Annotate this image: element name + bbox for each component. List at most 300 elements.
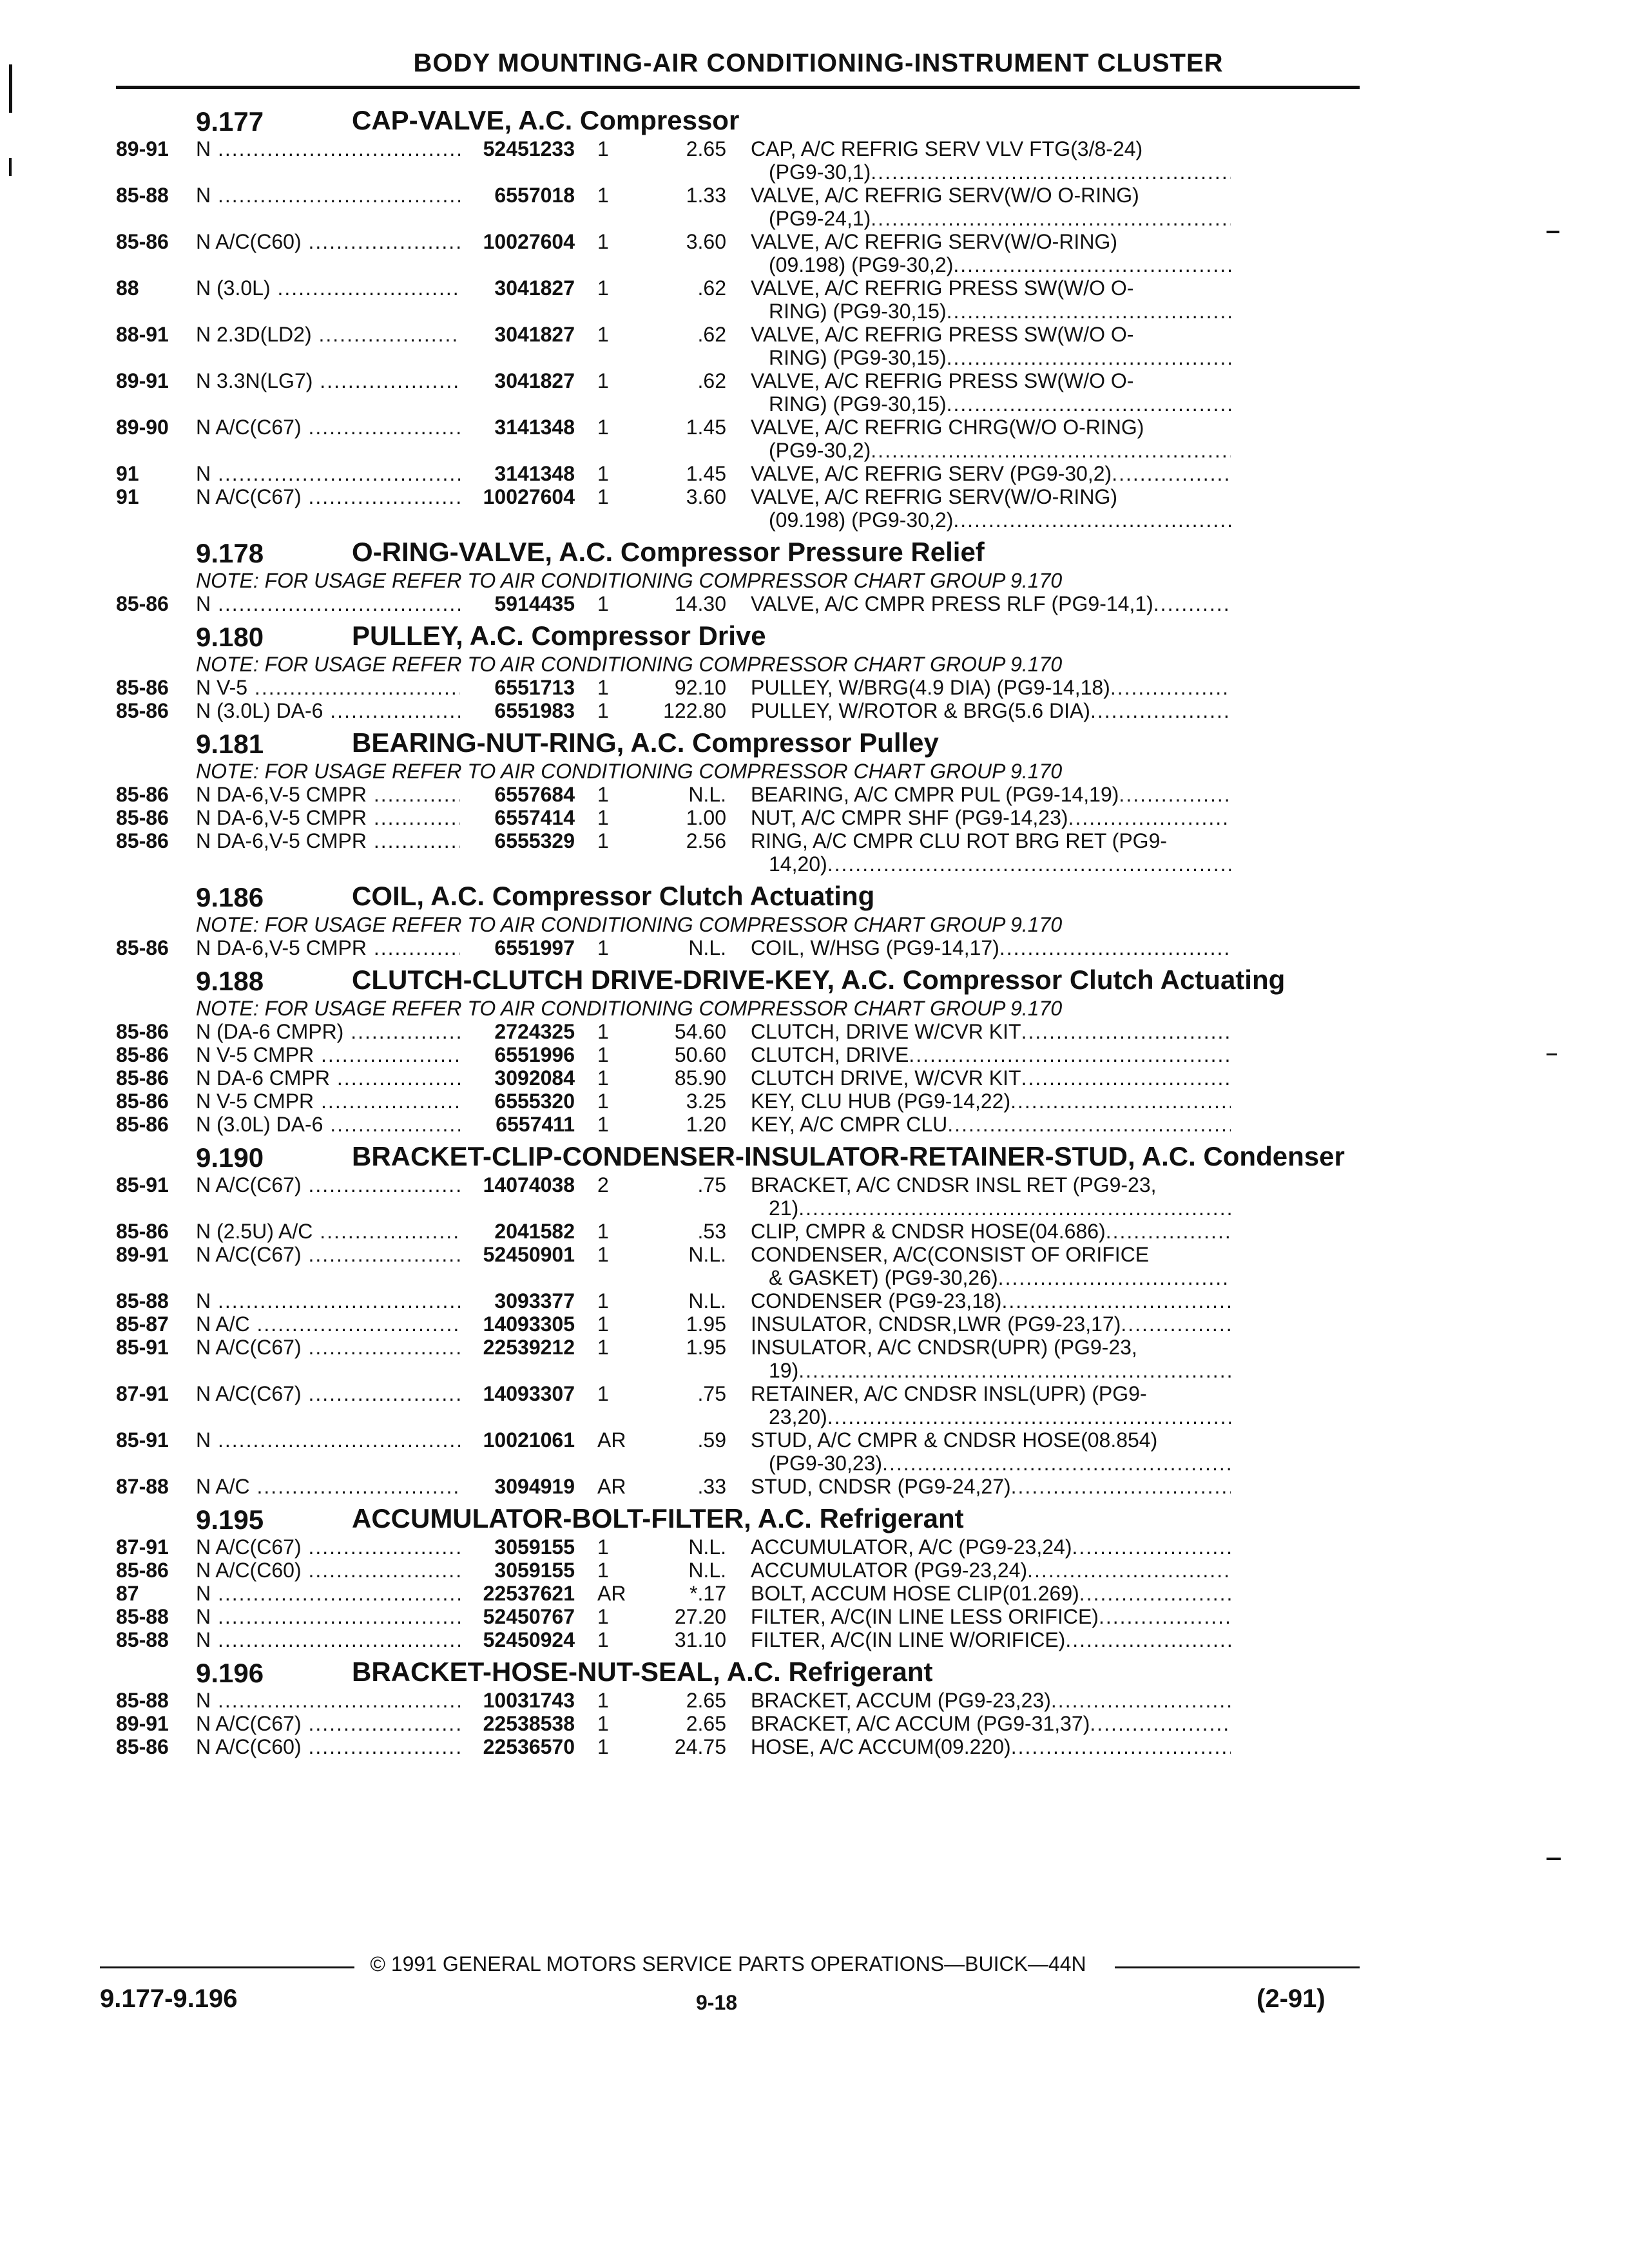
- part-name-line: KEY, A/C CMPR CLU .....: [751, 1113, 1231, 1136]
- part-name-line: BRACKET, A/C ACCUM (PG9-31,37) .....: [751, 1712, 1231, 1735]
- usage-description: N (3.0L) DA-6 .....: [196, 1113, 460, 1136]
- part-name-line: HOSE, A/C ACCUM(09.220) .....: [751, 1735, 1231, 1758]
- part-name-line: (PG9-30,1) .....: [751, 160, 1231, 184]
- usage-description: N (2.5U) A/C .....: [196, 1220, 460, 1243]
- part-number: 22539212: [483, 1336, 575, 1359]
- model-years: 85-86: [116, 1113, 169, 1136]
- model-years: 88: [116, 276, 139, 300]
- usage-description: N DA-6,V-5 CMPR .....: [196, 783, 460, 806]
- quantity: 1: [597, 1628, 609, 1651]
- part-name: [726, 1475, 1231, 1498]
- price: 3.25: [686, 1090, 726, 1113]
- group-title: CAP-VALVE, A.C. Compressor: [352, 105, 740, 135]
- quantity: 1: [597, 485, 609, 508]
- quantity: 1: [597, 1689, 609, 1712]
- part-number: 3041827: [494, 276, 575, 300]
- group-number: 9.196: [196, 1658, 264, 1688]
- price: N.L.: [688, 1289, 726, 1312]
- part-number: 22536570: [483, 1735, 575, 1758]
- quantity: 1: [597, 1043, 609, 1066]
- price: .62: [697, 276, 726, 300]
- part-row: [116, 416, 1360, 462]
- model-years: 85-86: [116, 829, 169, 852]
- model-years: 89-91: [116, 1243, 169, 1266]
- part-row: [116, 276, 1360, 323]
- part-row: [116, 369, 1360, 416]
- usage-description: N .....: [196, 462, 460, 485]
- group-title: CLUTCH-CLUTCH DRIVE-DRIVE-KEY, A.C. Compressor Clutch Actuating: [352, 965, 1286, 995]
- quantity: 1: [597, 137, 609, 160]
- part-row: [116, 1043, 1360, 1066]
- margin-mark: [1547, 1053, 1557, 1055]
- group-number: 9.181: [196, 729, 264, 759]
- part-name: [726, 1582, 1231, 1605]
- part-number: 6551996: [494, 1043, 575, 1066]
- part-name-line: INSULATOR, A/C CNDSR(UPR) (PG9-23,: [751, 1336, 1137, 1359]
- model-years: 85-88: [116, 1289, 169, 1312]
- part-name: [726, 1020, 1231, 1043]
- part-name-line: ACCUMULATOR, A/C (PG9-23,24) .....: [751, 1535, 1231, 1559]
- part-name-line: RETAINER, A/C CNDSR INSL(UPR) (PG9-: [751, 1382, 1147, 1405]
- price: 50.60: [674, 1043, 726, 1066]
- quantity: 1: [597, 592, 609, 615]
- price: 2.65: [686, 1689, 726, 1712]
- part-row: [116, 137, 1360, 184]
- part-number: 52450924: [483, 1628, 575, 1651]
- part-row: [116, 676, 1360, 699]
- usage-description: N A/C(C60) .....: [196, 1559, 460, 1582]
- part-number: 3094919: [494, 1475, 575, 1498]
- usage-description: N V-5 CMPR .....: [196, 1090, 460, 1113]
- footer-rule-left: [100, 1966, 354, 1968]
- part-name-line: CONDENSER, A/C(CONSIST OF ORIFICE: [751, 1243, 1150, 1266]
- part-name-line: RING) (PG9-30,15) .....: [751, 346, 1231, 369]
- model-years: 85-86: [116, 1066, 169, 1090]
- quantity: 1: [597, 1113, 609, 1136]
- model-years: 89-91: [116, 137, 169, 160]
- part-name: [726, 1113, 1231, 1136]
- part-name-line: RING) (PG9-30,15) .....: [751, 300, 1231, 323]
- part-row: [116, 1020, 1360, 1043]
- quantity: 1: [597, 230, 609, 253]
- price: 1.45: [686, 462, 726, 485]
- price: 2.65: [686, 137, 726, 160]
- part-name-line: KEY, CLU HUB (PG9-14,22) .....: [751, 1090, 1231, 1113]
- part-number: 6557684: [494, 783, 575, 806]
- quantity: 1: [597, 1535, 609, 1559]
- part-name-line: CLUTCH, DRIVE W/CVR KIT .....: [751, 1020, 1231, 1043]
- parts-group: [116, 538, 1360, 615]
- part-number: 10027604: [483, 230, 575, 253]
- quantity: 1: [597, 462, 609, 485]
- price: 1.95: [686, 1336, 726, 1359]
- part-name: [726, 485, 1231, 532]
- group-title: O-RING-VALVE, A.C. Compressor Pressure Relief: [352, 537, 985, 567]
- usage-description: N A/C(C67) .....: [196, 416, 460, 439]
- footer-revision-date: (2-91): [1257, 1984, 1325, 2013]
- part-number: 22538538: [483, 1712, 575, 1735]
- price: 1.33: [686, 184, 726, 207]
- part-name-line: VALVE, A/C REFRIG SERV (PG9-30,2) .....: [751, 462, 1231, 485]
- price: 1.00: [686, 806, 726, 829]
- price: 92.10: [674, 676, 726, 699]
- part-name: [726, 1336, 1231, 1382]
- part-name-line: (09.198) (PG9-30,2) .....: [751, 253, 1231, 276]
- part-name-line: (09.198) (PG9-30,2) .....: [751, 508, 1231, 532]
- quantity: 1: [597, 676, 609, 699]
- model-years: 85-86: [116, 1043, 169, 1066]
- part-row: [116, 1712, 1360, 1735]
- footer-group-range: 9.177-9.196: [100, 1984, 238, 2013]
- price: N.L.: [688, 1559, 726, 1582]
- model-years: 87-88: [116, 1475, 169, 1498]
- model-years: 85-86: [116, 1090, 169, 1113]
- price: 1.95: [686, 1312, 726, 1336]
- part-name: [726, 676, 1231, 699]
- model-years: 85-88: [116, 1628, 169, 1651]
- footer-page-number: 9-18: [696, 1991, 738, 2014]
- usage-description: N A/C(C67) .....: [196, 1243, 460, 1266]
- part-number: 6555329: [494, 829, 575, 852]
- part-row: [116, 1535, 1360, 1559]
- part-number: 3092084: [494, 1066, 575, 1090]
- usage-description: N 2.3D(LD2) .....: [196, 323, 460, 346]
- model-years: 89-91: [116, 369, 169, 392]
- model-years: 91: [116, 485, 139, 508]
- parts-group: [116, 622, 1360, 722]
- part-number: 52450901: [483, 1243, 575, 1266]
- part-name-line: (PG9-30,2) .....: [751, 439, 1231, 462]
- usage-description: N A/C(C67) .....: [196, 1382, 460, 1405]
- part-name-line: ACCUMULATOR (PG9-23,24) .....: [751, 1559, 1231, 1582]
- part-name: [726, 1559, 1231, 1582]
- group-heading: [116, 106, 1360, 137]
- part-row: [116, 1559, 1360, 1582]
- part-name-line: BRACKET, ACCUM (PG9-23,23) .....: [751, 1689, 1231, 1712]
- price: 2.56: [686, 829, 726, 852]
- parts-group: [116, 729, 1360, 876]
- part-name-line: CONDENSER (PG9-23,18) .....: [751, 1289, 1231, 1312]
- price: 3.60: [686, 230, 726, 253]
- usage-description: N V-5 .....: [196, 676, 460, 699]
- model-years: 87-91: [116, 1382, 169, 1405]
- price: 122.80: [663, 699, 726, 722]
- group-title: ACCUMULATOR-BOLT-FILTER, A.C. Refrigerant: [352, 1503, 964, 1533]
- part-number: 10027604: [483, 485, 575, 508]
- part-row: [116, 1289, 1360, 1312]
- part-name: [726, 1382, 1231, 1428]
- model-years: 85-86: [116, 1020, 169, 1043]
- part-name: [726, 1605, 1231, 1628]
- part-name: [726, 1735, 1231, 1758]
- usage-description: N A/C(C60) .....: [196, 1735, 460, 1758]
- usage-description: N (3.0L) DA-6 .....: [196, 699, 460, 722]
- part-row: [116, 592, 1360, 615]
- quantity: 1: [597, 1090, 609, 1113]
- model-years: 85-86: [116, 936, 169, 959]
- usage-description: N .....: [196, 1605, 460, 1628]
- group-title: BRACKET-CLIP-CONDENSER-INSULATOR-RETAINER-STUD, A.C. Condenser: [352, 1141, 1345, 1171]
- usage-description: N A/C .....: [196, 1475, 460, 1498]
- part-name-line: PULLEY, W/BRG(4.9 DIA) (PG9-14,18) .....: [751, 676, 1231, 699]
- usage-description: N A/C(C60) .....: [196, 230, 460, 253]
- group-heading: [116, 966, 1360, 997]
- model-years: 89-90: [116, 416, 169, 439]
- quantity: 1: [597, 1735, 609, 1758]
- model-years: 85-86: [116, 592, 169, 615]
- part-row: [116, 1382, 1360, 1428]
- model-years: 85-88: [116, 1605, 169, 1628]
- part-name: [726, 462, 1231, 485]
- model-years: 85-91: [116, 1428, 169, 1452]
- usage-description: N .....: [196, 1582, 460, 1605]
- price: N.L.: [688, 1243, 726, 1266]
- model-years: 85-86: [116, 699, 169, 722]
- part-number: 2724325: [494, 1020, 575, 1043]
- quantity: 1: [597, 276, 609, 300]
- quantity: 1: [597, 1066, 609, 1090]
- part-number: 2041582: [494, 1220, 575, 1243]
- model-years: 85-88: [116, 1689, 169, 1712]
- part-name-line: VALVE, A/C REFRIG PRESS SW(W/O O-: [751, 369, 1134, 392]
- group-title: PULLEY, A.C. Compressor Drive: [352, 620, 766, 651]
- margin-mark: [9, 64, 12, 113]
- quantity: AR: [597, 1582, 626, 1605]
- part-number: 14093305: [483, 1312, 575, 1336]
- group-title: BEARING-NUT-RING, A.C. Compressor Pulley: [352, 727, 939, 758]
- parts-group: [116, 1504, 1360, 1651]
- part-name: [726, 1043, 1231, 1066]
- part-number: 6551713: [494, 676, 575, 699]
- part-number: 22537621: [483, 1582, 575, 1605]
- usage-description: N 3.3N(LG7) .....: [196, 369, 460, 392]
- model-years: 85-86: [116, 1559, 169, 1582]
- part-name-line: INSULATOR, CNDSR,LWR (PG9-23,17) .....: [751, 1312, 1231, 1336]
- margin-mark: [1547, 231, 1559, 233]
- part-name-line: CLIP, CMPR & CNDSR HOSE(04.686) .....: [751, 1220, 1231, 1243]
- part-name: [726, 323, 1231, 369]
- part-name: [726, 1712, 1231, 1735]
- part-row: [116, 1689, 1360, 1712]
- quantity: 1: [597, 1243, 609, 1266]
- part-row: [116, 1173, 1360, 1220]
- part-number: 52451233: [483, 137, 575, 160]
- part-row: [116, 1582, 1360, 1605]
- part-name-line: VALVE, A/C CMPR PRESS RLF (PG9-14,1) .....: [751, 592, 1231, 615]
- price: N.L.: [688, 1535, 726, 1559]
- part-name: [726, 829, 1231, 876]
- part-number: 10031743: [483, 1689, 575, 1712]
- part-row: [116, 462, 1360, 485]
- price: 14.30: [674, 592, 726, 615]
- quantity: 1: [597, 1382, 609, 1405]
- group-heading: [116, 1504, 1360, 1535]
- usage-description: N .....: [196, 1428, 460, 1452]
- group-title: BRACKET-HOSE-NUT-SEAL, A.C. Refrigerant: [352, 1657, 933, 1687]
- group-number: 9.186: [196, 882, 264, 912]
- price: 85.90: [674, 1066, 726, 1090]
- usage-description: N DA-6 CMPR .....: [196, 1066, 460, 1090]
- usage-description: N .....: [196, 592, 460, 615]
- group-number: 9.188: [196, 966, 264, 996]
- group-number: 9.190: [196, 1142, 264, 1173]
- usage-description: N .....: [196, 1289, 460, 1312]
- usage-note: NOTE: FOR USAGE REFER TO AIR CONDITIONING COMPRESSOR CHART GROUP 9.170: [196, 569, 1063, 592]
- part-row: [116, 699, 1360, 722]
- price: 24.75: [674, 1735, 726, 1758]
- quantity: AR: [597, 1475, 626, 1498]
- usage-description: N (DA-6 CMPR) .....: [196, 1020, 460, 1043]
- part-name: [726, 1090, 1231, 1113]
- part-name-line: VALVE, A/C REFRIG CHRG(W/O O-RING): [751, 416, 1144, 439]
- group-number: 9.180: [196, 622, 264, 652]
- part-name-line: BEARING, A/C CMPR PUL (PG9-14,19) .....: [751, 783, 1231, 806]
- quantity: 1: [597, 1312, 609, 1336]
- part-row: [116, 1336, 1360, 1382]
- part-name-line: RING, A/C CMPR CLU ROT BRG RET (PG9-: [751, 829, 1168, 852]
- parts-group: [116, 1658, 1360, 1758]
- quantity: 2: [597, 1173, 609, 1196]
- usage-description: N V-5 CMPR .....: [196, 1043, 460, 1066]
- part-name-line: CLUTCH, DRIVE .....: [751, 1043, 1231, 1066]
- part-name-line: 14,20) .....: [751, 852, 1231, 876]
- quantity: 1: [597, 829, 609, 852]
- parts-group: [116, 966, 1360, 1136]
- part-row: [116, 1735, 1360, 1758]
- part-row: [116, 1628, 1360, 1651]
- part-number: 14074038: [483, 1173, 575, 1196]
- part-name-line: 21) .....: [751, 1196, 1231, 1220]
- part-name-line: FILTER, A/C(IN LINE W/ORIFICE) .....: [751, 1628, 1231, 1651]
- part-row: [116, 485, 1360, 532]
- parts-group: [116, 1142, 1360, 1498]
- part-name-line: (PG9-30,23) .....: [751, 1452, 1231, 1475]
- price: 2.65: [686, 1712, 726, 1735]
- part-name: [726, 1535, 1231, 1559]
- model-years: 88-91: [116, 323, 169, 346]
- part-name: [726, 230, 1231, 276]
- usage-description: N .....: [196, 184, 460, 207]
- price: 1.45: [686, 416, 726, 439]
- price: .75: [697, 1173, 726, 1196]
- price: .59: [697, 1428, 726, 1452]
- part-number: 6551983: [494, 699, 575, 722]
- part-number: 3041827: [494, 369, 575, 392]
- quantity: 1: [597, 1336, 609, 1359]
- price: N.L.: [688, 936, 726, 959]
- usage-note: NOTE: FOR USAGE REFER TO AIR CONDITIONING COMPRESSOR CHART GROUP 9.170: [196, 913, 1063, 936]
- quantity: 1: [597, 936, 609, 959]
- model-years: 85-87: [116, 1312, 169, 1336]
- usage-description: N .....: [196, 137, 460, 160]
- part-name: [726, 1220, 1231, 1243]
- model-years: 85-86: [116, 783, 169, 806]
- quantity: 1: [597, 783, 609, 806]
- part-number: 3059155: [494, 1535, 575, 1559]
- part-name: [726, 783, 1231, 806]
- part-name-line: VALVE, A/C REFRIG SERV(W/O-RING): [751, 230, 1117, 253]
- part-name: [726, 184, 1231, 230]
- model-years: 87: [116, 1582, 139, 1605]
- price: 3.60: [686, 485, 726, 508]
- part-row: [116, 1090, 1360, 1113]
- part-name-line: STUD, CNDSR (PG9-24,27) .....: [751, 1475, 1231, 1498]
- part-name: [726, 1066, 1231, 1090]
- group-heading: [116, 1142, 1360, 1173]
- quantity: 1: [597, 416, 609, 439]
- part-name-line: 23,20) .....: [751, 1405, 1231, 1428]
- part-number: 6555320: [494, 1090, 575, 1113]
- quantity: AR: [597, 1428, 626, 1452]
- part-name: [726, 1628, 1231, 1651]
- page-header: BODY MOUNTING-AIR CONDITIONING-INSTRUMENT CLUSTER: [413, 49, 1224, 77]
- part-number: 6551997: [494, 936, 575, 959]
- price: .62: [697, 369, 726, 392]
- quantity: 1: [597, 1020, 609, 1043]
- price: .33: [697, 1475, 726, 1498]
- part-name-line: VALVE, A/C REFRIG SERV(W/O O-RING): [751, 184, 1139, 207]
- group-heading: [116, 729, 1360, 760]
- usage-description: N DA-6,V-5 CMPR .....: [196, 936, 460, 959]
- group-heading: [116, 1658, 1360, 1689]
- price: N.L.: [688, 783, 726, 806]
- part-name-line: PULLEY, W/ROTOR & BRG(5.6 DIA) .....: [751, 699, 1231, 722]
- model-years: 85-86: [116, 676, 169, 699]
- price: .53: [697, 1220, 726, 1243]
- part-number: 3059155: [494, 1559, 575, 1582]
- part-name-line: & GASKET) (PG9-30,26) .....: [751, 1266, 1231, 1289]
- usage-description: N .....: [196, 1628, 460, 1651]
- part-row: [116, 1605, 1360, 1628]
- model-years: 85-86: [116, 806, 169, 829]
- part-name: [726, 276, 1231, 323]
- model-years: 85-86: [116, 230, 169, 253]
- part-name-line: VALVE, A/C REFRIG SERV(W/O-RING): [751, 485, 1117, 508]
- model-years: 85-91: [116, 1336, 169, 1359]
- part-row: [116, 1066, 1360, 1090]
- usage-description: N A/C(C67) .....: [196, 485, 460, 508]
- model-years: 85-86: [116, 1735, 169, 1758]
- part-row: [116, 783, 1360, 806]
- part-name-line: VALVE, A/C REFRIG PRESS SW(W/O O-: [751, 323, 1134, 346]
- usage-description: N (3.0L) .....: [196, 276, 460, 300]
- group-heading: [116, 882, 1360, 913]
- part-row: [116, 1312, 1360, 1336]
- part-number: 3141348: [494, 462, 575, 485]
- usage-description: N A/C(C67) .....: [196, 1535, 460, 1559]
- part-name-line: BRACKET, A/C CNDSR INSL RET (PG9-23,: [751, 1173, 1157, 1196]
- usage-description: N DA-6,V-5 CMPR .....: [196, 806, 460, 829]
- part-name: [726, 137, 1231, 184]
- usage-note: NOTE: FOR USAGE REFER TO AIR CONDITIONING COMPRESSOR CHART GROUP 9.170: [196, 653, 1063, 676]
- part-name-line: CLUTCH DRIVE, W/CVR KIT .....: [751, 1066, 1231, 1090]
- part-name: [726, 592, 1231, 615]
- quantity: 1: [597, 1712, 609, 1735]
- usage-description: N .....: [196, 1689, 460, 1712]
- group-title: COIL, A.C. Compressor Clutch Actuating: [352, 881, 875, 911]
- group-number: 9.178: [196, 538, 264, 568]
- usage-note: NOTE: FOR USAGE REFER TO AIR CONDITIONING COMPRESSOR CHART GROUP 9.170: [196, 760, 1063, 783]
- price: .75: [697, 1382, 726, 1405]
- part-name: [726, 369, 1231, 416]
- group-number: 9.195: [196, 1504, 264, 1535]
- usage-description: N A/C(C67) .....: [196, 1712, 460, 1735]
- part-name: [726, 699, 1231, 722]
- price: 54.60: [674, 1020, 726, 1043]
- part-row: [116, 230, 1360, 276]
- part-name: [726, 806, 1231, 829]
- usage-description: N DA-6,V-5 CMPR .....: [196, 829, 460, 852]
